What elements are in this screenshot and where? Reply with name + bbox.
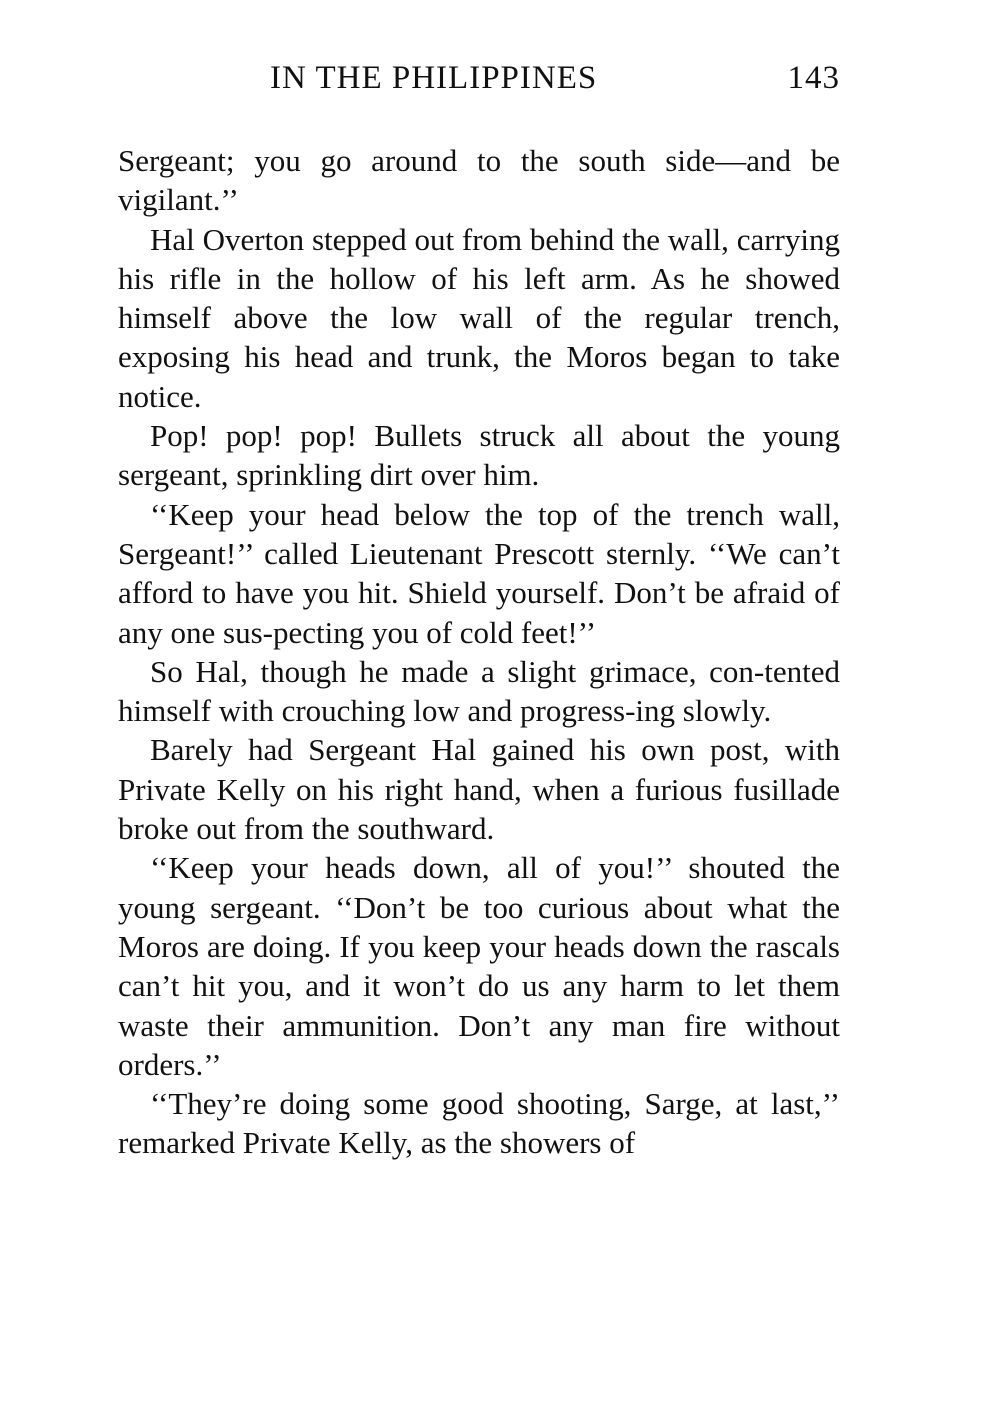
paragraph: So Hal, though he made a slight grimace, con-tented himself with crouching low and progress-ing slowly. [118,653,840,729]
running-title: IN THE PHILIPPINES [270,60,598,96]
running-header [118,60,840,104]
paragraph: ‘‘Keep your heads down, all of you!’’ shouted the young sergeant. ‘‘Don’t be too curious about what the Moros are doing. If you keep your heads down the rascals can’t hit you, and it won’t do us any harm to let them waste their ammunition. Don’t any man fire without orders.’’ [118,850,840,1082]
body-text [118,141,840,1163]
page-number: 143 [787,60,840,96]
paragraph: Hal Overton stepped out from behind the wall, carrying his rifle in the hollow of his left arm. As he showed himself above the low wall of the regular trench, exposing his head and trunk, the Moros began to take notice. [118,221,840,414]
paragraph: ‘‘They’re doing some good shooting, Sarge, at last,’’ remarked Private Kelly, as the showers of [118,1086,840,1161]
paragraph-continuation: Sergeant; you go around to the south side—and be vigilant.’’ [118,143,840,218]
paragraph: Pop! pop! pop! Bullets struck all about the young sergeant, sprinkling dirt over him. [118,418,840,493]
paragraph: ‘‘Keep your head below the top of the trench wall, Sergeant!’’ called Lieutenant Prescott sternly. ‘‘We can’t afford to have you hit. Shield yourself. Don’t be afraid of any one sus-pecting you of cold feet!’’ [118,496,840,650]
paragraph: Barely had Sergeant Hal gained his own post, with Private Kelly on his right hand, when a furious fusillade broke out from the southward. [118,732,840,847]
